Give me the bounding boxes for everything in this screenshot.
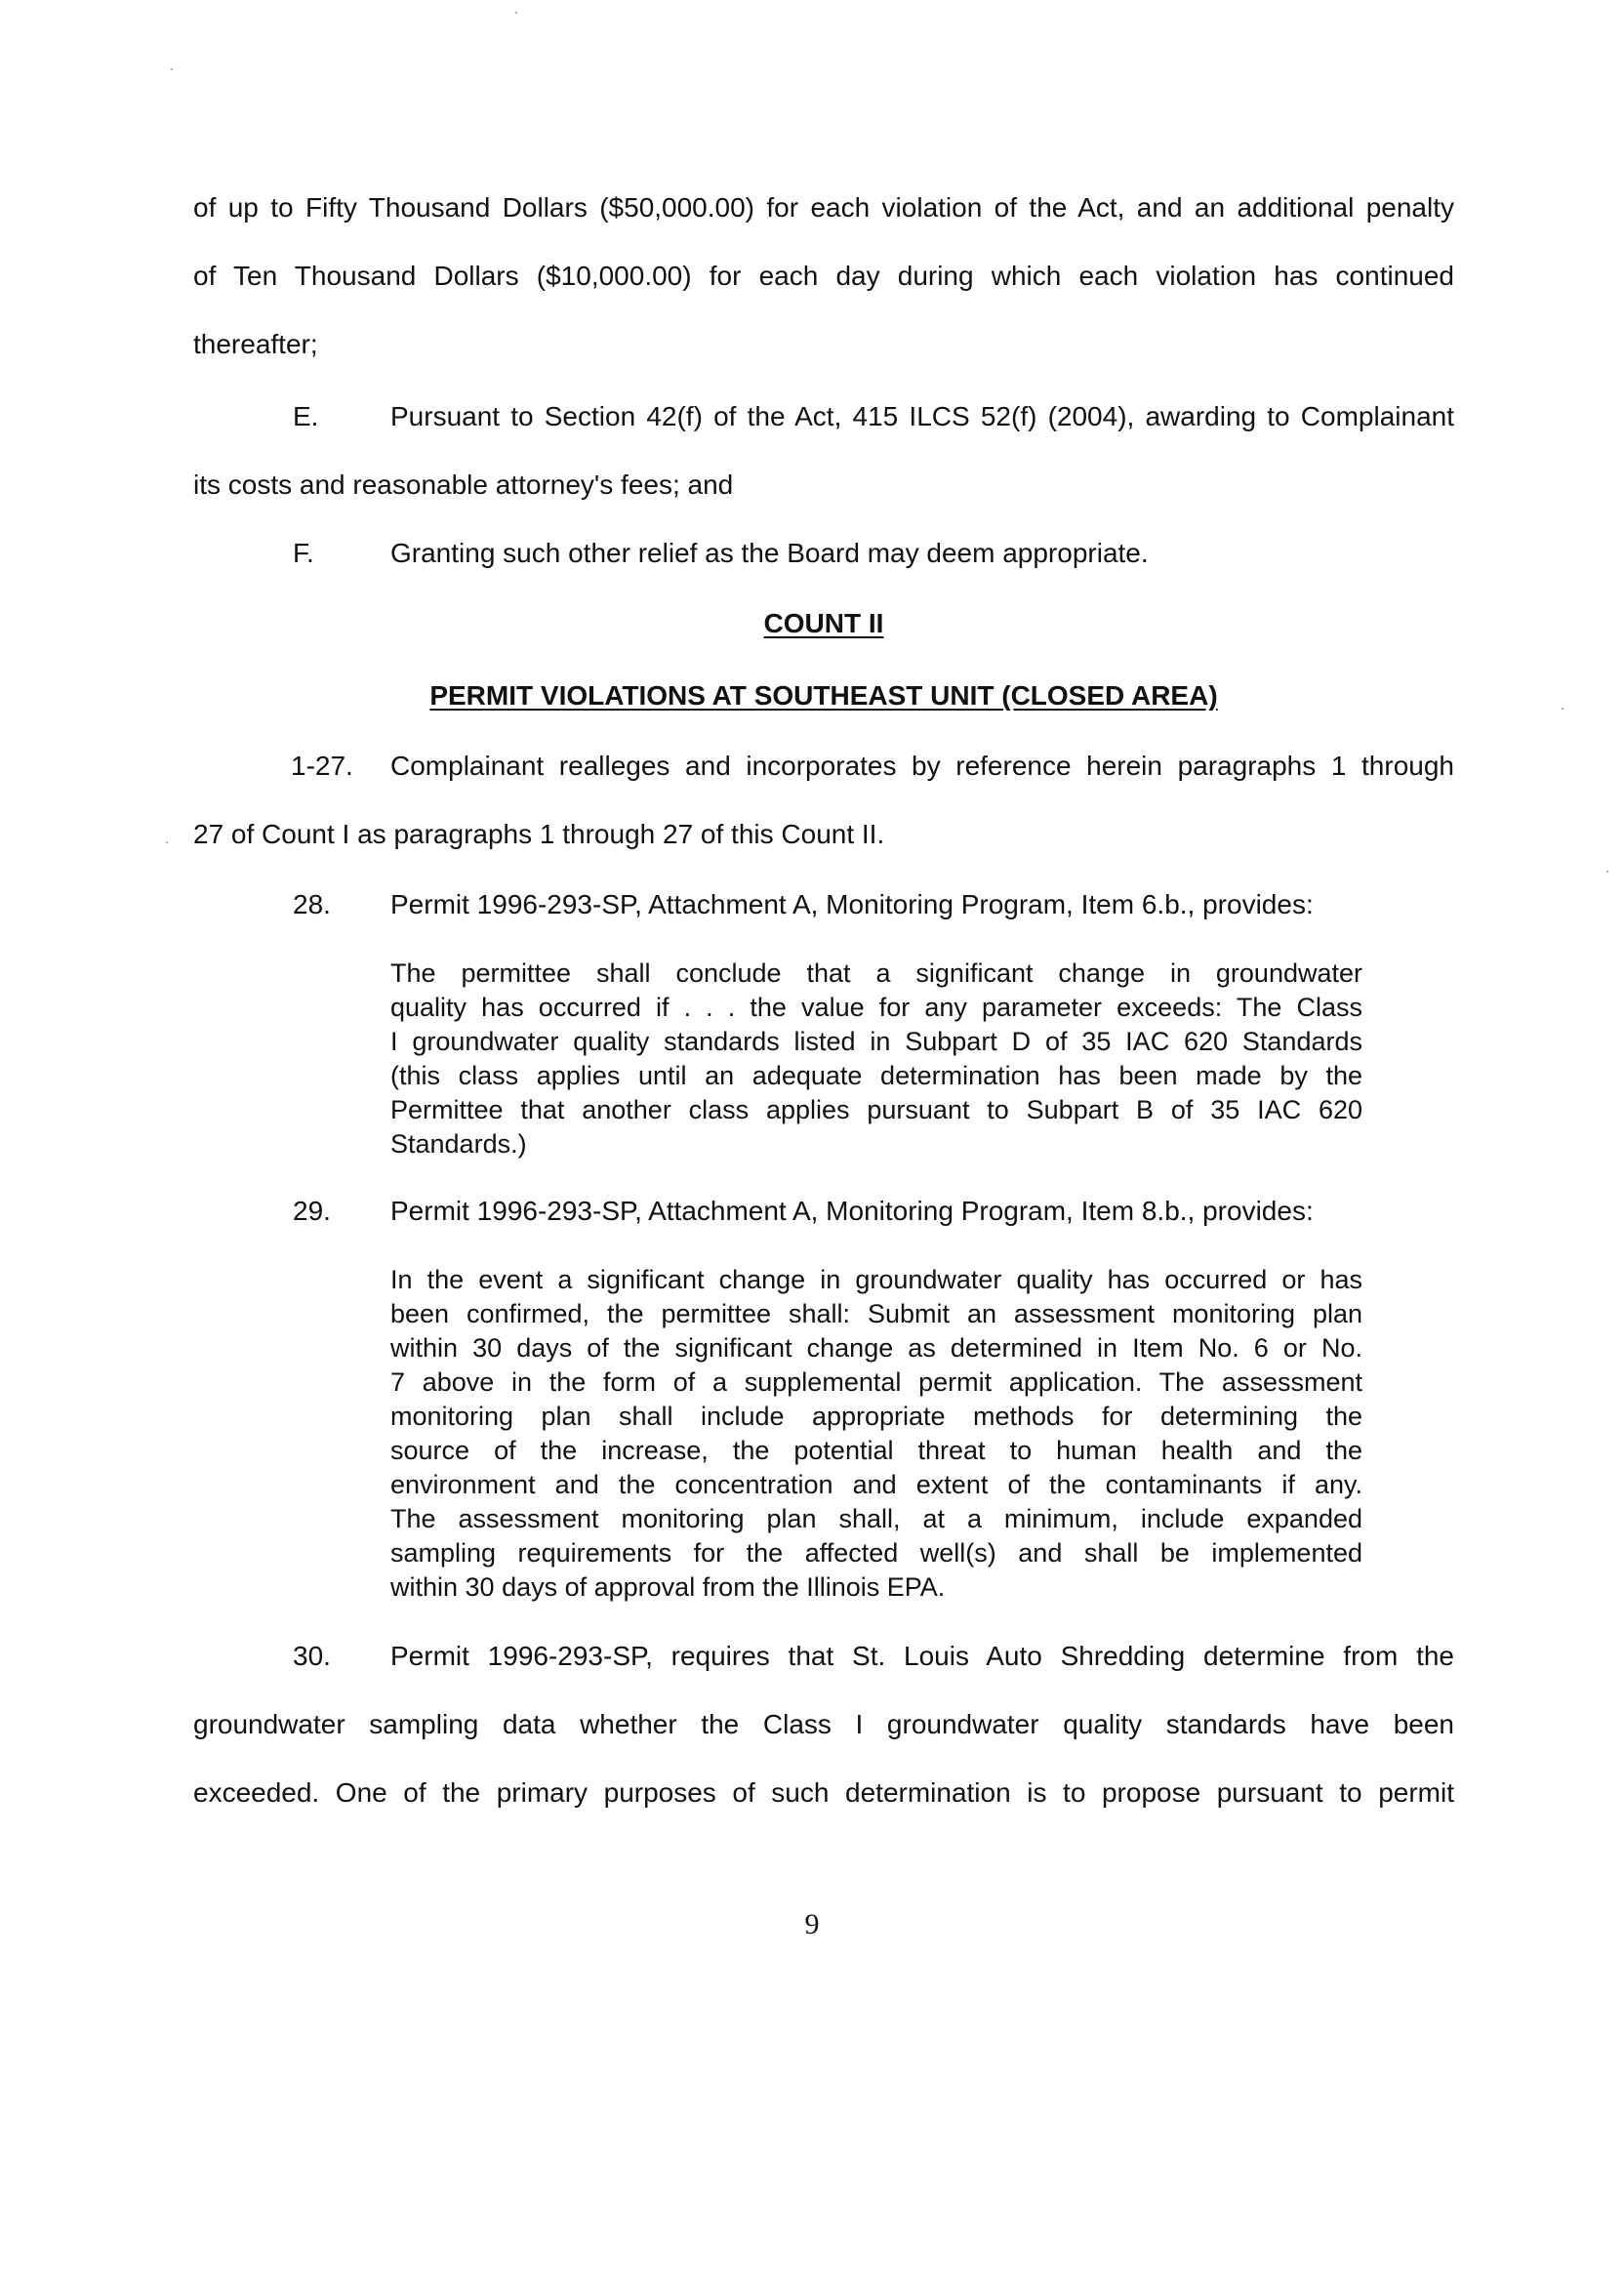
quote-line: sampling requirements for the affected well(s) and shall be implemented [390, 1538, 1362, 1568]
block-quote [390, 957, 1362, 1161]
scan-speck [515, 12, 517, 14]
body-line: Permit 1996-293-SP, Attachment A, Monitoring Program, Item 8.b., provides: [390, 1196, 1314, 1226]
body-line: of Ten Thousand Dollars ($10,000.00) for each day during which each violation has continued [193, 261, 1454, 291]
scan-speck [1606, 871, 1608, 873]
quote-line: monitoring plan shall include appropriate methods for determining the [390, 1402, 1362, 1431]
quote-line: (this class applies until an adequate determination has been made by the [390, 1061, 1362, 1090]
body-line: Permit 1996-293-SP, Attachment A, Monitoring Program, Item 6.b., provides: [390, 889, 1314, 919]
paragraph-number: 30. [293, 1641, 331, 1671]
quote-line: quality has occurred if . . . the value for any parameter exceeds: The Class [390, 993, 1362, 1022]
quote-line: within 30 days of the significant change as determined in Item No. 6 or No. [390, 1333, 1362, 1363]
quote-line: been confirmed, the permittee shall: Submit an assessment monitoring plan [390, 1299, 1362, 1328]
item-label: F. [293, 538, 314, 568]
body-line: groundwater sampling data whether the Class I groundwater quality standards have been [193, 1709, 1454, 1739]
section-heading: PERMIT VIOLATIONS AT SOUTHEAST UNIT (CLOSED AREA) [429, 680, 1218, 711]
quote-line: 7 above in the form of a supplemental permit application. The assessment [390, 1367, 1362, 1397]
scan-speck [166, 841, 168, 843]
quote-line: source of the increase, the potential threat to human health and the [390, 1436, 1362, 1465]
scan-speck [171, 68, 173, 70]
body-line: Complainant realleges and incorporates by reference herein paragraphs 1 through [390, 751, 1454, 781]
quote-line: The assessment monitoring plan shall, at a minimum, include expanded [390, 1504, 1362, 1533]
body-line: thereafter; [193, 329, 318, 359]
block-quote [390, 1263, 1362, 1605]
body-line: of up to Fifty Thousand Dollars ($50,000.00) for each violation of the Act, and an additional penalty [193, 192, 1454, 223]
body-line: exceeded. One of the primary purposes of such determination is to propose pursuant to permit [193, 1777, 1454, 1808]
paragraph-number: 1-27. [291, 751, 353, 781]
quote-line: The permittee shall conclude that a significant change in groundwater [390, 958, 1362, 988]
body-line: Granting such other relief as the Board may deem appropriate. [390, 538, 1149, 568]
quote-line: within 30 days of approval from the Illinois EPA. [390, 1572, 946, 1602]
paragraph-number: 29. [293, 1196, 331, 1226]
body-line: 27 of Count I as paragraphs 1 through 27 of this Count II. [193, 819, 885, 849]
page-number: 9 [804, 1908, 820, 1940]
quote-line: environment and the concentration and extent of the contaminants if any. [390, 1470, 1362, 1499]
quote-line: Standards.) [390, 1129, 527, 1159]
quote-line: In the event a significant change in groundwater quality has occurred or has [390, 1265, 1362, 1294]
count-heading: COUNT II [763, 608, 884, 638]
quote-line: I groundwater quality standards listed in Subpart D of 35 IAC 620 Standards [390, 1027, 1362, 1056]
body-line: its costs and reasonable attorney's fees; and [193, 469, 734, 500]
body-line: Pursuant to Section 42(f) of the Act, 415 ILCS 52(f) (2004), awarding to Complainant [390, 401, 1454, 431]
paragraph-number: 28. [293, 889, 331, 919]
scan-speck [1562, 708, 1563, 710]
quote-line: Permittee that another class applies pursuant to Subpart B of 35 IAC 620 [390, 1095, 1362, 1124]
item-label: E. [293, 401, 319, 431]
body-line: Permit 1996-293-SP, requires that St. Louis Auto Shredding determine from the [390, 1641, 1454, 1671]
